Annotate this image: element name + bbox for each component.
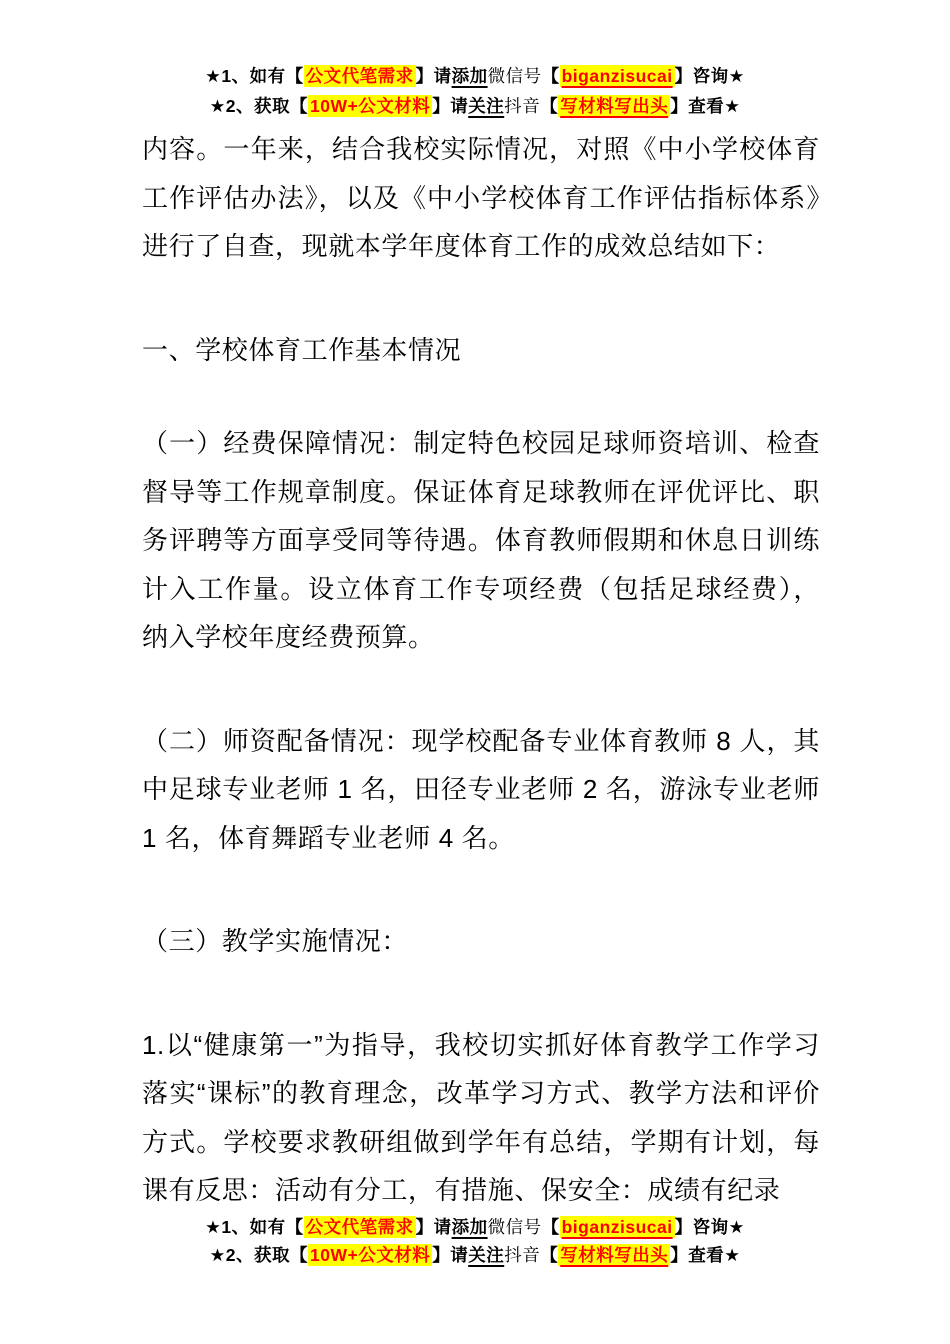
douyin-label: 抖音 — [504, 96, 541, 116]
paragraph-teacher-staffing: （二）师资配备情况：现学校配备专业体育教师 8 人，其中足球专业老师 1 名，田径专业老师 2 名，游泳专业老师 1 名，体育舞蹈专业老师 4 名。 — [142, 725, 820, 853]
wechat-id: biganzisucai — [561, 66, 673, 86]
add-action-text: 添加 — [451, 66, 488, 86]
paragraph-funding-guarantee: （一）经费保障情况：制定特色校园足球师资培训、检查督导等工作规章制度。保证体育足球教师在评优评比、职务评聘等方面享受同等待遇。体育教师假期和休息日训练计入工作量。设立体育工作专项经费（包括足球经费），纳入学校年度经费预算。 — [142, 428, 820, 652]
paragraph-intro-continuation: 内容。一年来，结合我校实际情况，对照《中小学校体育工作评估办法》，以及《中小学校体育工作评估指标体系》进行了自查，现就本学年度体育工作的成效总结如下： — [142, 134, 820, 261]
document-body — [142, 125, 820, 1215]
section-heading-basic-situation: 一、学校体育工作基本情况 — [142, 334, 462, 365]
ad-suffix: 】查看★ — [670, 96, 741, 116]
wechat-label: 微信号 — [487, 1217, 542, 1237]
follow-action-text: 关注 — [468, 1245, 505, 1265]
footer-ad — [0, 1213, 950, 1269]
paragraph-teaching-implementation-heading: （三）教学实施情况： — [142, 926, 409, 956]
service-highlight: 公文代笔需求 — [305, 1217, 414, 1237]
header-ad-line-2 — [0, 91, 950, 121]
bracket: 【 — [541, 1217, 560, 1237]
header-ad-line-1 — [0, 61, 950, 91]
ad-text: 】请 — [415, 66, 452, 86]
ad-prefix: ★1、如有【 — [205, 1217, 304, 1237]
ad-suffix: 】查看★ — [670, 1245, 741, 1265]
material-highlight: 10W+公文材料 — [310, 1245, 431, 1265]
ad-suffix: 】咨询★ — [674, 1217, 745, 1237]
material-highlight: 10W+公文材料 — [310, 96, 431, 116]
ad-prefix: ★1、如有【 — [205, 66, 304, 86]
follow-action-text: 关注 — [468, 96, 505, 116]
wechat-id: biganzisucai — [561, 1217, 673, 1237]
ad-text: 】请 — [415, 1217, 452, 1237]
douyin-account: 写材料写出头 — [560, 1245, 669, 1265]
header-ad — [0, 61, 950, 121]
footer-ad-line-2 — [0, 1241, 950, 1269]
add-action-text: 添加 — [451, 1217, 488, 1237]
paragraph-teaching-implementation-detail: 1.以“健康第一”为指导，我校切实抓好体育教学工作学习落实“课标”的教育理念，改革学习方式、教学方法和评价方式。学校要求教研组做到学年有总结，学期有计划，每课有反思：活动有分工，有措施、保安全：成绩有纪录 — [142, 1029, 820, 1205]
ad-suffix: 】咨询★ — [674, 66, 745, 86]
wechat-label: 微信号 — [487, 66, 542, 86]
bracket: 【 — [540, 1245, 559, 1265]
footer-ad-line-1 — [0, 1213, 950, 1241]
bracket: 【 — [541, 66, 560, 86]
douyin-label: 抖音 — [504, 1245, 541, 1265]
bracket: 【 — [540, 96, 559, 116]
ad-prefix: ★2、获取【 — [209, 96, 308, 116]
ad-text: 】请 — [432, 96, 469, 116]
ad-prefix: ★2、获取【 — [209, 1245, 308, 1265]
service-highlight: 公文代笔需求 — [305, 66, 414, 86]
douyin-account: 写材料写出头 — [560, 96, 669, 116]
ad-text: 】请 — [432, 1245, 469, 1265]
